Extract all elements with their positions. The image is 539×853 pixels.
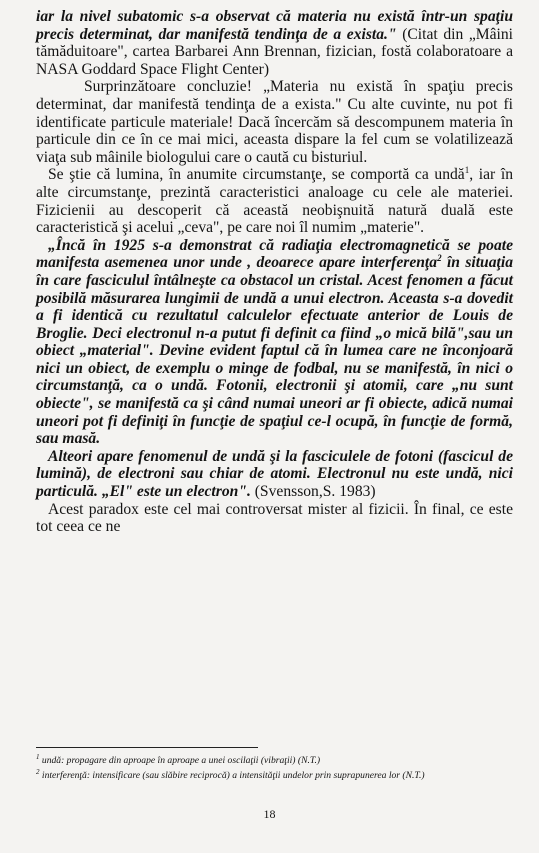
footnote-ref-1: 1 — [464, 165, 470, 176]
footnotes — [36, 752, 513, 782]
citation-brennan: (Citat din „Mâini tămăduitoare", cartea Barbarei Ann Brennan, fizician, fostă colaboratoare a NASA Goddard Space Flight Center) — [36, 25, 514, 78]
body-text — [36, 8, 513, 536]
footnote-separator — [36, 747, 258, 748]
footnote-2 — [36, 767, 513, 782]
paragraph-text: „Încă în 1925 s-a demonstrat că radiaţia electromagnetică se poate manifesta asemenea unor unde , deoarece apare interferenţa — [36, 236, 513, 272]
footnote-text: undă: propagare din aproape în aproape a unei oscilaţii (vibraţii) (N.T.) — [39, 755, 321, 767]
footnote-number: 2 — [36, 767, 40, 776]
page-number: 18 — [263, 807, 276, 821]
paragraph-paradox: Acest paradox este cel mai controversat mister al fizicii. În final, ce este tot ceea ce ne — [36, 500, 513, 536]
footnote-1 — [36, 752, 513, 767]
paragraph-text: în situaţia în care fasciculul întâlneşte ca obstacol un cristal. Acest fenomen a făcut posibilă măsurarea lungimii de undă a unui electron. Aceasta s-a dovedit a fi identică cu rezultatul calculelor efectuate anterior de Louis de Broglie. Deci electronul n-a putut fi definit ca fiind „o mică bilă",sau un obiect „material". Devine evident faptul că în lumea care ne înconjoară nici un obiect, de exemplu o minge de fodbal, nu se manifestă, în nici o circumstanţă, ca o undă. Fotonii, electronii şi atomii, care „nu sunt obiecte", se manifestă ca şi când numai uneori ar fi obiecte, adică numai uneori pot fi definiţi în funcţie de spaţiul ce-l ocupă, în funcţie de formă, sau masă. — [36, 254, 513, 448]
paragraph-text: , iar în alte circumstanţe, prezintă caracteristici analoage cu cele ale materiei. Fizicienii au descoperit că această neobişnuită natură duală este caracteristică şi acelui „ceva", pe care noi îl numim „materie". — [36, 166, 513, 237]
footnote-ref-2: 2 — [437, 253, 442, 264]
paragraph-sometimes — [36, 448, 513, 501]
quote-text: Alteori apare fenomenul de undă şi la fasciculele de fotoni (fascicul de lumină), de electroni sau chiar de atomi. Electronul nu este undă, nici particulă. „El" este un electron". — [36, 447, 513, 501]
paragraph-text: Se ştie că lumina, în anumite circumstanţe, se comportă ca undă — [48, 166, 465, 184]
footnote-text: interferenţă: intensificare (sau slăbire reciprocă) a intensităţii undelor prin suprapunerea lor (N.T.) — [39, 770, 425, 782]
paragraph-conclusion: Surprinzătoare concluzie! „Materia nu există în spaţiu precis determinat, dar manifestă tendinţa de a exista." Cu alte cuvinte, nu pot fi identificate particule materiale! Dacă încercăm să descompunem materia în particule din ce în ce mai mici, aceasta dispare la fel cum se volatilizează viaţa sub mâinile biologului care o caută cu bisturiul. — [36, 78, 513, 166]
paragraph-quote-brennan — [36, 8, 513, 78]
quote-text: iar la nivel subatomic s-a observat că materia nu există într-un spaţiu precis determinat, dar manifestă tendinţa de a exista." — [36, 8, 513, 43]
footnote-number: 1 — [36, 753, 40, 761]
citation-svensson: (Svensson,S. 1983) — [250, 483, 376, 501]
paragraph-quote-1925 — [36, 237, 513, 448]
paragraph-light-duality — [36, 166, 513, 236]
